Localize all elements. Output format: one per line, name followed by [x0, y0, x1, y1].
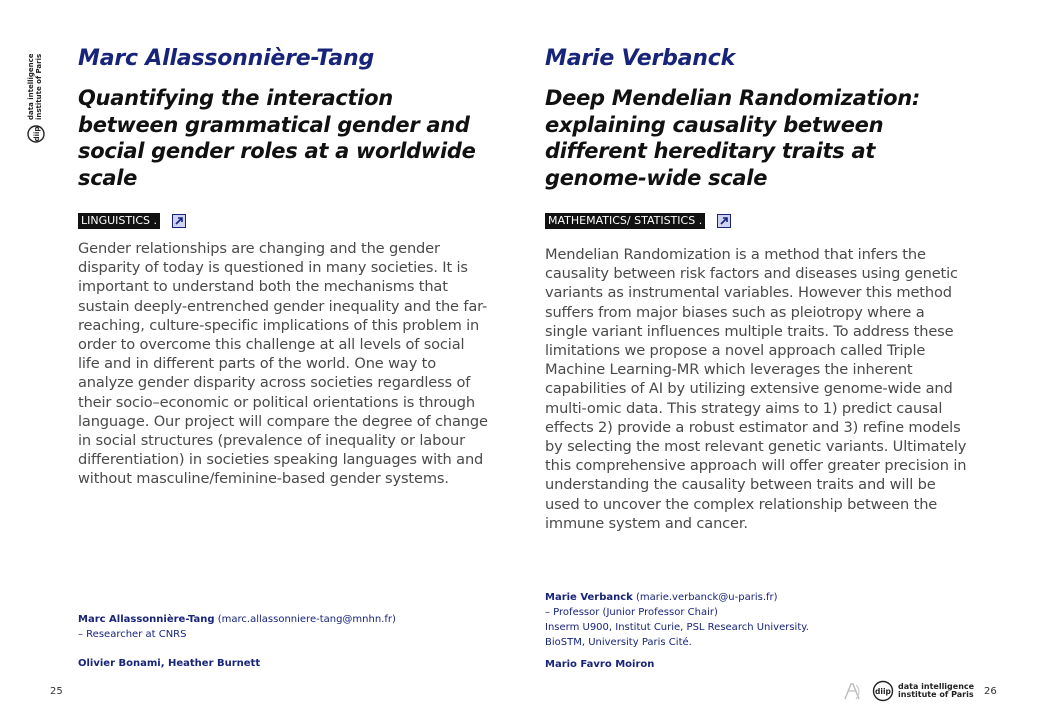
footer-logos	[842, 680, 974, 702]
svg-text:data intelligence: data intelligence	[27, 54, 35, 120]
author-name: Marc Allassonnière-Tang	[78, 46, 375, 71]
author-name: Marie Verbanck	[545, 46, 736, 71]
external-link-icon[interactable]	[717, 214, 731, 228]
contact-email[interactable]: (marie.verbanck@u-paris.fr)	[636, 592, 778, 603]
collaborators: Olivier Bonami, Heather Burnett	[78, 658, 261, 669]
right-credits	[545, 590, 975, 672]
affiliation-1: Inserm U900, Institut Curie, PSL Research University.	[545, 622, 809, 633]
left-credits	[78, 612, 498, 671]
page-number-left: 25	[50, 686, 63, 697]
contact-email[interactable]: (marc.allassonniere-tang@mnhn.fr)	[217, 614, 396, 625]
project-title: Deep Mendelian Randomization: explaining causality between different hereditary traits at genome-wide scale	[545, 86, 920, 190]
abstract-text: Gender relationships are changing and the gender disparity of today is questioned in many societies. It is important to understand both the mechanisms that sustain deeply-entrenched gender inequality and the far-reaching, culture-specific implications of this problem in order to overcome this challenge at all levels of social life and in different parts of the world. One way to analyze gender disparity across societies regardless of their socio–economic or political orientations is through language. Our project will compare the degree of change in social structures (prevalence of inequality or labour differentiation) in societies speaking languages with and without masculine/feminine-based gender systems.	[78, 240, 488, 488]
diip-logo-vertical	[26, 54, 46, 146]
external-link-icon[interactable]	[172, 214, 186, 228]
tag-row	[545, 211, 970, 231]
diip-logo-icon	[872, 680, 894, 702]
svg-text:diip: diip	[875, 687, 891, 696]
contact-line	[78, 612, 498, 627]
left-page-column	[78, 44, 488, 503]
contact-name: Marc Allassonnière-Tang	[78, 614, 215, 625]
contact-name: Marie Verbanck	[545, 592, 633, 603]
diip-logo-text: data intelligence institute of Paris	[898, 682, 975, 699]
affiliation-2: BioSTM, University Paris Cité.	[545, 637, 692, 648]
contact-role: – Researcher at CNRS	[78, 629, 187, 640]
svg-text:institute of Paris: institute of Paris	[35, 54, 43, 120]
page-number-right: 26	[984, 686, 997, 697]
tag-row	[78, 211, 488, 231]
collaborators: Mario Favro Moiron	[545, 659, 655, 670]
contact-line	[545, 590, 975, 605]
svg-text:diip: diip	[33, 126, 41, 142]
abstract-text: Mendelian Randomization is a method that infers the causality between risk factors and diseases using genetic variants as instrumental variables. However this method suffers from major biases such as pleiotropy where a single variant influences multiple traits. To address these limitations we propose a novel approach called Triple Machine Learning-MR which leverages the inherent capabilities of AI by utilizing extensive genome-wide and multi-omic data. This strategy aims to 1) predict causal effects 2) provide a robust estimator and 3) refine models by selecting the most relevant genetic variants. Ultimately this comprehensive approach will offer greater precision in understanding the causality between traits and will be used to uncover the complex relationship between the immune system and cancer.	[545, 246, 967, 532]
diip-logo-icon	[26, 54, 48, 146]
discipline-tag: LINGUISTICS .	[78, 213, 160, 229]
project-title: Quantifying the interaction between grammatical gender and social gender roles at a worldwide scale	[78, 86, 476, 190]
right-page-column	[545, 44, 970, 548]
contact-role: – Professor (Junior Professor Chair)	[545, 607, 718, 618]
university-logo-icon	[842, 681, 864, 701]
discipline-tag: MATHEMATICS/ STATISTICS .	[545, 213, 705, 229]
